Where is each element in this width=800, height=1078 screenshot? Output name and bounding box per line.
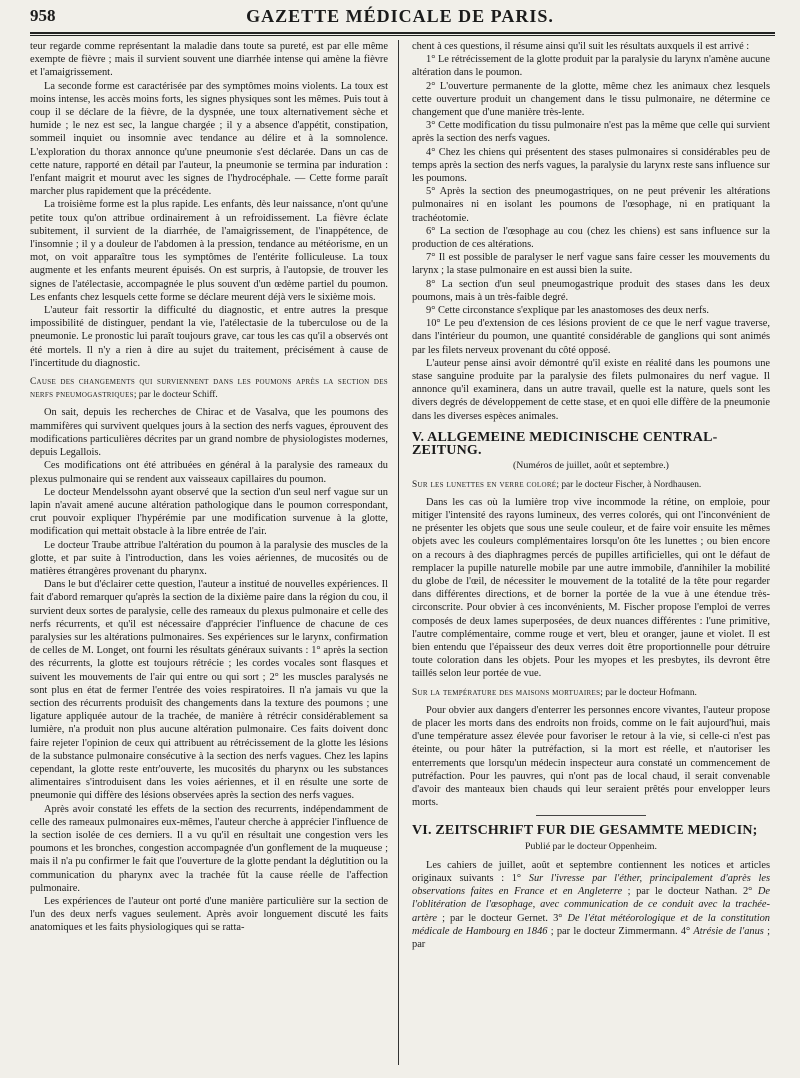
text-run: ; par le docteur Gernet. 3°	[437, 912, 568, 924]
masthead-title: GAZETTE MÉDICALE DE PARIS.	[246, 6, 554, 26]
paragraph: Pour obvier aux dangers d'enterrer les personnes encore vivantes, l'auteur propose de placer les morts dans des endroits non froids, comme on le fait aujourd'hui, mais d'une température assez élevée pour favoriser le retour à la vie, si celle-ci n'est pas éteinte, ou pour hâter la putréfaction, si la mort est réelle, et n'autoriser les enterrements que lorsqu'un médecin inspecteur aura constaté un commencement de putréfaction. Pour les pauvres, qui n'ont pas de local chaud, il serait convenable d'avoir des manteaux bien chauds qui leur seraient prêtés pour envelopper leurs morts.	[412, 704, 770, 809]
article-heading	[412, 479, 770, 492]
text-run: Les cahiers de juillet, août et septembre contiennent les notices et articles originaux suivants : 1°	[412, 859, 770, 884]
paragraph: teur regarde comme représentant la maladie dans toute sa pureté, est par elle même exempte de fièvre ; mais il survient souvent une diarrhée intense qui amène la fièvre et l'amaigrissement.	[30, 41, 388, 79]
paragraph: 4° Chez les chiens qui présentent des stases pulmonaires si considérables peu de temps après la section des nerfs vagues, la paralysie du larynx reste sans influence sur les poumons.	[412, 146, 770, 185]
italic-title: Atrésie de l'anus	[693, 925, 764, 937]
article-author: ; par le docteur Hofmann.	[600, 687, 697, 698]
paragraph: 6° La section de l'œsophage au cou (chez les chiens) est sans influence sur la production de ces altérations.	[412, 225, 770, 251]
article-author: ; par le docteur Fischer, à Nordhausen.	[556, 479, 702, 490]
article-title: Sur les lunettes en verre coloré	[412, 479, 557, 490]
paragraph: Après avoir constaté les effets de la section des recurrents, indépendamment de celle des rameaux pulmonaires eux-mêmes, l'auteur cherche à apprécier l'influence de la section isolée de ces derniers. Il a vu qu'il en résultait une congestion vers les poumons et les bronches, congestion accompagnée d'un gonflement de la muqueuse ; mais il n'a pu confirmer le fait que l'ouverture de la glotte pendant la déglutition ou la communication du pharynx avec la trachée fût la cause réelle de l'affection pulmonaire.	[30, 803, 388, 894]
section-heading: V. ALLGEMEINE MEDICINISCHE CENTRAL-ZEITUNG.	[412, 429, 718, 459]
right-column	[412, 40, 770, 1070]
article-author: ; par le docteur Schiff.	[133, 390, 218, 401]
section-note: (Numéros de juillet, août et septembre.)	[513, 460, 669, 472]
paragraph: 5° Après la section des pneumogastriques, on ne peut prévenir les altérations pulmonaires ni en isolant les poumons de l'œsophage, ni en pratiquant la trachéotomie.	[412, 186, 770, 224]
paragraph: 7° Il est possible de paralyser le nerf vague sans faire cesser les mouvements du larynx ; la stase pulmonaire en est aussi bien la suite.	[412, 252, 770, 277]
paragraph: L'auteur fait ressortir la difficulté du diagnostic, et entre autres la presque impossibilité de distinguer, pendant la vie, l'atélectasie de la tuberculose ou de la pneumonie. Le pronostic lui paraît toujours grave, car tous les cas qu'il a observés ont été mortels. Il n'y a rien à dire au sujet du traitement, précisément à cause de l'incertitude du diagnostic.	[30, 305, 388, 369]
text-run: ; par le docteur Zimmermann. 4°	[547, 925, 694, 937]
paragraph: On sait, depuis les recherches de Chirac et de Vasalva, que les poumons des mammifères qui survivent quelques jours à la section des nerfs vagues, éprouvent des modifications particulières décrites par un grand nombre de physiologistes modernes, depuis Legallois.	[30, 407, 388, 459]
paragraph: Les expériences de l'auteur ont porté d'une manière particulière sur la section de l'un des deux nerfs vagues seulement. Après avoir longuement discuté les faits anatomiques et les faits physiologiques qui se ratta-	[30, 896, 388, 934]
paragraph: 3° Cette modification du tissu pulmonaire n'est pas la même que celle qui survient après la section des nerfs vagues.	[412, 120, 770, 145]
column-divider	[398, 40, 399, 1065]
paragraph: chent à ces questions, il résume ainsi qu'il suit les résultats auxquels il est arrivé :	[412, 41, 750, 52]
article-heading	[412, 687, 770, 700]
header-rule-thin	[30, 35, 775, 36]
italic-title: Sur l'ivresse par l'éther, principalement d'après les observations faites en France et en Angleterre	[412, 872, 770, 898]
text-run: ; par le docteur Nathan. 2°	[622, 886, 758, 898]
paragraph: 2° L'ouverture permanente de la glotte, même chez les animaux chez lesquels cette ouverture produit un changement dans le tissu pulmonaire, ne détermine ce changement que d'une manière très-lente.	[412, 80, 770, 119]
paragraph: La seconde forme est caractérisée par des symptômes moins violents. La toux est moins intense, les accès moins forts, les signes physiques sont les mêmes. Puis tout à coup il se déclare de la fièvre, de la dyspnée, une toux alternativement sèche et humide ; le nez est sec, la langue chargée ; il y a absence d'appétit, constipation, sommeil inquiet ou insomnie avec tendance au délire et à la somnolence. L'exploration du thorax annonce qu'une pneumonie s'est déclarée. Dans un cas de cette nature, rapporté en détail par l'auteur, la pneumonie se termina par induration : l'enfant maigrit et mourut avec les signes de l'hydrocéphale. — Cette forme paraît marcher plus rapidement que la précédente.	[30, 80, 388, 198]
italic-title: De l'oblitération de l'œsophage, avec communication de ce conduit avec la trachée-artère	[412, 886, 770, 924]
article-title: Sur la température des maisons mortuaires	[412, 687, 601, 698]
section-heading: VI. ZEITSCHRIFT FUR DIE GESAMMTE MEDICIN;	[412, 823, 758, 839]
paragraph: 1° Le rétrécissement de la glotte produit par la paralysie du larynx n'amène aucune altération dans le poumon.	[412, 54, 770, 79]
paragraph: Le docteur Mendelssohn ayant observé que la section d'un seul nerf vague sur un lapin n'avait amené aucune altération pathologique dans le poumon correspondant, crut pouvoir expliquer l'hypérémie par une modification survenue à la glotte, modification qui mettait obstacle à la libre entrée de l'air.	[30, 486, 388, 538]
header-rule	[30, 32, 775, 34]
paragraph: L'auteur pense ainsi avoir démontré qu'il existe en réalité dans les poumons une stase sanguine produite par la paralysie des filets pulmonaires du nerf vague. Il annonce qu'il examinera, dans un autre travail, quelle est la nature, quels sont les divers degrés de développement de cette stase, et en quoi elle diffère de la pneumonie dans les diverses espèces animales.	[412, 357, 770, 422]
paragraph: Dans le but d'éclairer cette question, l'auteur a institué de nouvelles expériences. Il fait d'abord remarquer qu'après la section de la dixième paire dans la région du cou, il survient deux sortes de paralysie, celle des rameaux du plexus pulmonaire et celle des nerfs récurrents, et qu'il est nécessaire d'apprécier l'influence de chacune de ces paralysies sur les altérations pulmonaires. Ses expériences sur le larynx, confirmation de celles de M. Longet, ont fourni les résultats généraux suivants : 1° après la section des récurrents, la glotte est toujours rétrécie ; les cordes vocales sont flasques et suivent les mouvements de l'air qui entre ou qui sort ; 2° les muscles paralysés ne sont plus en état de fermer l'entrée des voies respiratoires. Il n'a jamais vu que la section des récurrents produisît des changements dans la texture des poumons ; une ligature appliquée autour de la trachée, de manière à rétrécir considérablement sa lumière, n'a produit non plus aucune altération pulmonaire. Ces faits doivent donc faire rejeter l'opinion de ceux qui attribuent au rétrécissement de la glotte les lésions de la substance pulmonaire consécutive à la section des nerfs vagues. Chez les lapins cependant, la glotte reste entr'ouverte, les mucosités du pharynx ou les substances alimentaires s'introduisent dans les voies aériennes, et il en résulte une sorte de pneumonie qui diffère des lésions observées après la section des nerfs vagues.	[30, 579, 388, 802]
paragraph: La troisième forme est la plus rapide. Les enfants, dès leur naissance, n'ont qu'une petite toux qu'on attribue ordinairement à un refroidissement. La fièvre éclate subitement, il survient de la diarrhée, de l'amaigrissement, de l'inappétence, de l'insomnie ; il y a douleur de l'abdomen à la pression, tendance au météorisme, en un mot, on voit apparaître tous les symptômes de l'entérite folliculeuse. La toux augmente et les enfants meurent épuisés. On est surpris, à l'autopsie, de trouver les signes de l'atélectasie, accompagnée le plus souvent d'un œdème partiel du poumon. Les enfants chez lesquels cette forme se déclare meurent déjà vers le sixième mois.	[30, 199, 388, 303]
paragraph	[412, 859, 770, 951]
article-heading	[30, 376, 388, 402]
paragraph: Le docteur Traube attribue l'altération du poumon à la paralysie des muscles de la glotte, et par suite à l'introduction, dans les voies aériennes, de mucosités ou de matières étrangères provenant du pharynx.	[30, 539, 388, 577]
section-note: Publié par le docteur Oppenheim.	[525, 840, 657, 852]
text-run: ; par	[412, 925, 770, 950]
paragraph: 8° La section d'un seul pneumogastrique produit des stases dans les deux poumons, mais à un très-faible degré.	[412, 278, 770, 303]
italic-title: De l'état météorologique et de la constitution médicale de Hambourg en 1846	[412, 912, 770, 937]
page-header	[30, 6, 770, 32]
paragraph: Dans les cas où la lumière trop vive incommode la rétine, on emploie, pour mitiger l'intensité des rayons lumineux, des verres colorés, qui ont l'inconvénient de ne présenter les objets que sous une seule couleur, et de faire voir ensuite les mêmes objets avec les couleurs complémentaires lorsqu'on ôte les lunettes ; ou bien encore on a recours à des diaphragmes percés de pupilles artificielles, qui ont le défaut de remplacer la pupille naturelle mobile par une autre immobile, d'annihiler la mobilité du globe de l'œil, de nécessiter le mouvement de la totalité de la tête pour regarder dans différentes directions, et de borner la portée de la vue à une étendue très-circonscrite. Pour obvier à ces inconvénients, M. Fischer propose l'emploi de verres composés de deux lames superposées, de deux nuances différentes : l'une primitive, l'autre complémentaire, comme rouge et vert, bleu et oranger, jaune et violet. Il est bien entendu que l'épaisseur des deux verres doit être proportionnelle pour détruire toute coloration dans les objets. Pour les myopes et les presbytes, ils devront être taillés selon leur portée de vue.	[412, 496, 770, 680]
left-column	[30, 40, 388, 1070]
section-separator	[536, 815, 646, 816]
page-number: 958	[30, 6, 56, 25]
paragraph: Ces modifications ont été attribuées en général à la paralysie des rameaux du plexus pulmonaire qui se rendent aux vaisseaux capillaires du poumon.	[30, 460, 388, 485]
article-title: Cause des changements qui surviennent dans les poumons après la section des nerfs pneumogastriques	[30, 377, 388, 401]
paragraph: 9° Cette circonstance s'explique par les anastomoses des deux nerfs.	[426, 305, 710, 317]
paragraph: 10° Le peu d'extension de ces lésions provient de ce que le nerf vague traverse, dans l'intérieur du poumon, une quantité considérable de ganglions qui sont animés par les filets nerveux provenant du côté opposé.	[412, 318, 770, 356]
